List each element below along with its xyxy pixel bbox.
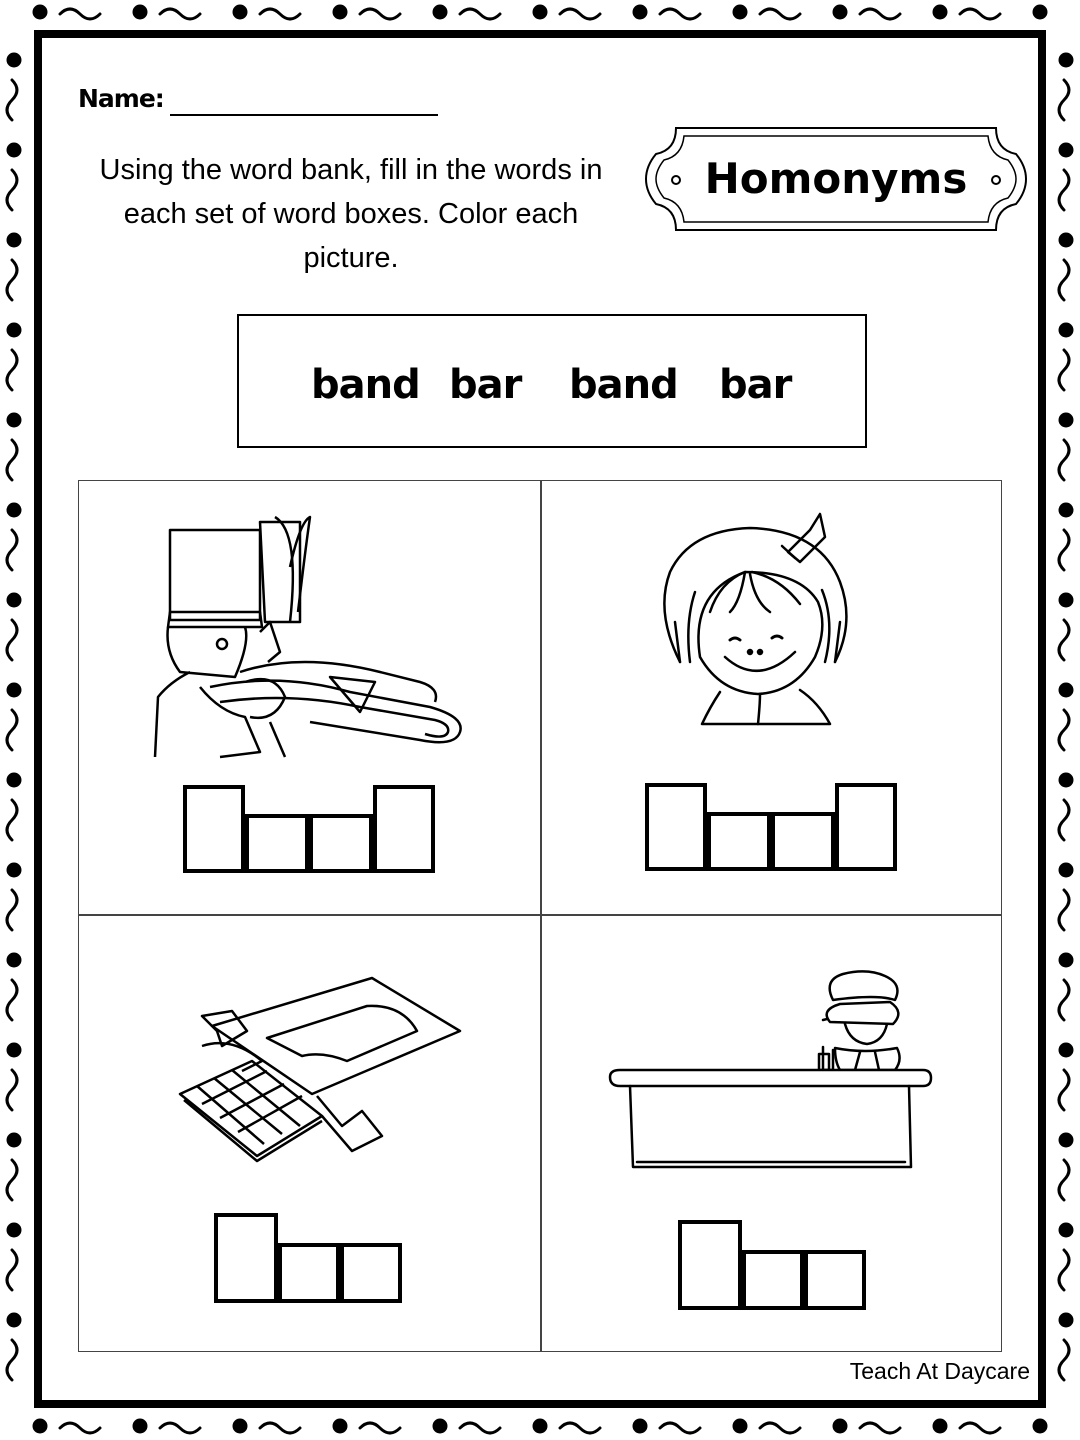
grid-divider-horizontal — [78, 914, 1002, 916]
name-write-line[interactable] — [170, 114, 438, 116]
letter-box-tall[interactable] — [373, 785, 435, 873]
worksheet-title: Homonyms — [704, 154, 968, 203]
letter-box[interactable] — [278, 1243, 340, 1303]
word-bank-word: band — [311, 362, 420, 408]
letter-box[interactable] — [742, 1250, 804, 1310]
letter-box-tall[interactable] — [678, 1220, 742, 1310]
chocolate-bar-picture[interactable] — [172, 976, 467, 1166]
word-bank-word: band — [569, 362, 678, 408]
letter-box-tall[interactable] — [214, 1213, 278, 1303]
girl-hair-band-picture[interactable] — [650, 512, 870, 744]
name-row — [78, 84, 164, 118]
letter-box[interactable] — [804, 1250, 866, 1310]
word-bank-word: bar — [449, 362, 522, 408]
instructions — [56, 148, 646, 280]
word-bank — [237, 314, 867, 448]
instructions-line-3: picture. — [303, 242, 399, 274]
letter-box[interactable] — [245, 814, 309, 873]
saloon-bar-counter-picture[interactable] — [605, 962, 937, 1176]
title-plaque — [644, 126, 1028, 232]
letter-box-tall[interactable] — [183, 785, 245, 873]
grid-divider-vertical — [540, 480, 542, 1352]
instructions-line-1: Using the word bank, fill in the words in — [99, 154, 603, 186]
footer-credit: Teach At Daycare — [849, 1358, 1030, 1384]
letter-box[interactable] — [707, 812, 771, 871]
marching-band-trombone-picture[interactable] — [150, 512, 470, 762]
word-bank-word: bar — [719, 362, 792, 408]
letter-box[interactable] — [771, 812, 835, 871]
letter-box[interactable] — [309, 814, 373, 873]
letter-box-tall[interactable] — [645, 783, 707, 871]
letter-box[interactable] — [340, 1243, 402, 1303]
letter-box-tall[interactable] — [835, 783, 897, 871]
instructions-line-2: each set of word boxes. Color each — [123, 198, 579, 230]
name-label: Name: — [78, 84, 164, 113]
